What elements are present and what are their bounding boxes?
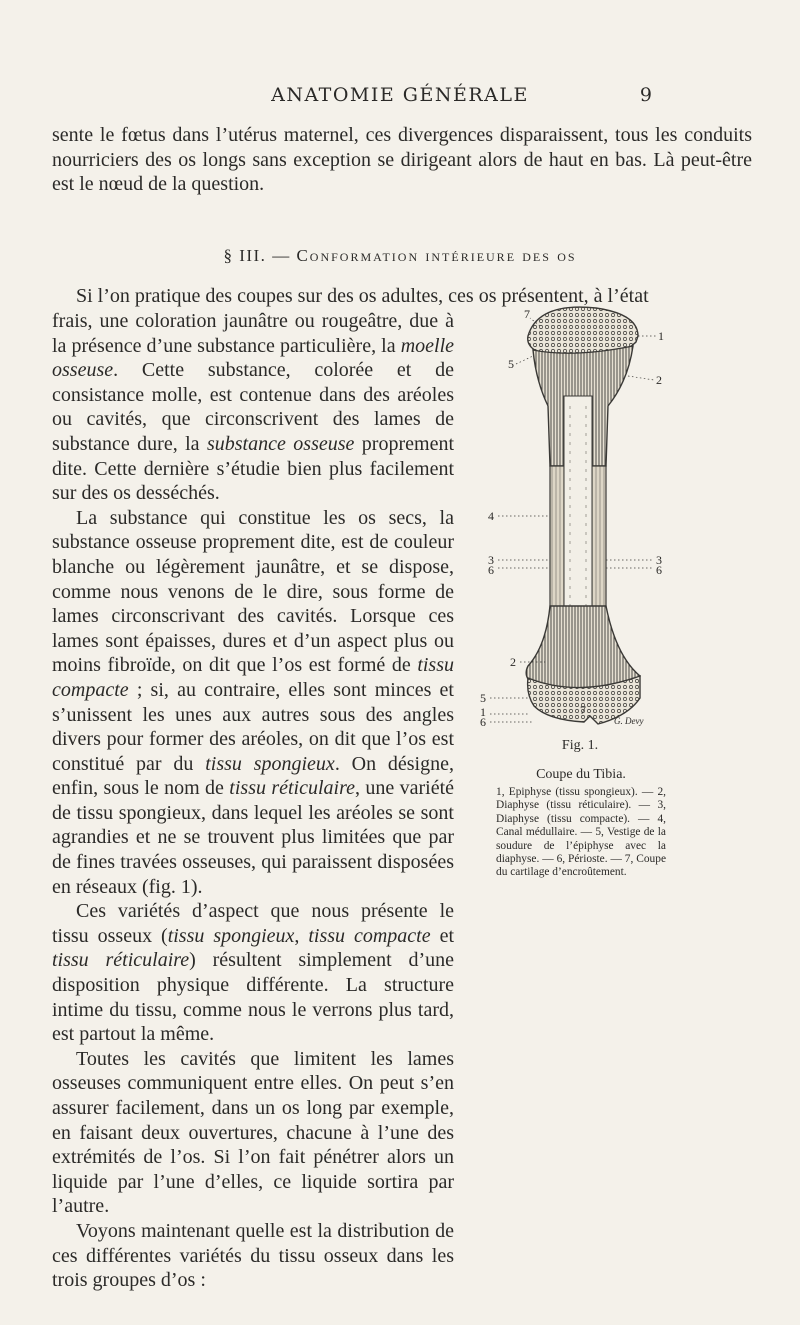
- label-7-low: 7: [580, 703, 586, 717]
- label-5-low: 5: [480, 691, 486, 705]
- label-1-top: 1: [658, 329, 664, 343]
- upper-epiphysis: [528, 307, 638, 354]
- tibia-section-illustration: [478, 306, 678, 728]
- medullary-canal: [564, 396, 592, 636]
- term-moelle-osseuse: moelle osseuse: [52, 334, 454, 382]
- figure-number: Fig. 1.: [561, 738, 599, 753]
- term-tissu-compacte: tissu compacte: [52, 654, 454, 701]
- label-2-top: 2: [656, 373, 662, 387]
- term-tissu-spongieux: tissu spongieux: [205, 752, 335, 775]
- figure-caption: [496, 767, 666, 880]
- paragraph-varietes: Ces variétés d’aspect que nous présente le tissu osseux (tissu spongieux, tissu compacte et tissu réticulaire) résultent simplement d’une disposition physique différente. La structure intime du tissu, comme nous le verrons plus tard, est partout la même.: [52, 900, 455, 1046]
- text-column: [52, 309, 454, 1293]
- section-heading: [0, 246, 800, 266]
- label-3-left: 3: [488, 553, 494, 567]
- diaphysis-wall-right: [592, 466, 606, 626]
- label-7-top: 7: [524, 307, 530, 321]
- term-tissu-reticulaire: tissu réticulaire: [229, 777, 356, 800]
- label-1-low: 1: [480, 705, 486, 719]
- figure-legend: 1, Epiphyse (tissu spongieux). — 2, Diaphyse (tissu réticulaire). — 3, Diaphyse (tissu compacte). — 4, Canal médullaire. — 5, Vestige de la soudure de l’épiphyse avec la diaphyse. — 6, Périoste. — 7, Coupe du cartilage d’encroûtement.: [496, 786, 666, 879]
- label-5-top: 5: [508, 357, 514, 371]
- label-2-low: 2: [510, 655, 516, 669]
- running-title: ANATOMIE GÉNÉRALE: [271, 84, 529, 106]
- label-4: 4: [488, 509, 494, 523]
- tibia-figure: [478, 306, 678, 728]
- label-3-right: 3: [656, 553, 662, 567]
- engraver-signature: G. Devy: [614, 716, 644, 726]
- paragraph-moelle: frais, une coloration jaunâtre ou rougeâtre, due à la présence d’une substance particulière, la moelle osseuse. Cette substance, colorée et de consistance molle, est contenue dans des aréoles ou cavités, que circonscrivent des lames de substance dure, la substance osseuse proprement dite. Cette dernière s’étudie bien plus facilement sur des os desséchés.: [52, 310, 454, 505]
- label-6-low: 6: [480, 715, 486, 728]
- lower-metaphysis: [526, 606, 640, 689]
- term-substance-osseuse: substance osseuse: [206, 432, 355, 455]
- label-6-left: 6: [488, 563, 494, 577]
- section-dash: —: [272, 246, 291, 265]
- paragraph-cavites: Toutes les cavités que limitent les lames osseuses communiquent entre elles. On peut s’en assurer facilement, dans un os long par exemple, en faisant deux ouvertures, chacune à l’une des extrémités de l’os. Si l’on fait pénétrer alors un liquide par l’une d’elles, ce liquide sortira par l’autre.: [52, 1047, 454, 1218]
- page-number: 9: [639, 84, 652, 106]
- label-6-right: 6: [656, 563, 662, 577]
- diaphysis-wall-left: [550, 466, 564, 626]
- section-title: Conformation intérieure des os: [296, 246, 577, 265]
- paragraph-continued: sente le fœtus dans l’utérus maternel, ces divergences disparaissent, tous les conduits nourriciers des os longs sans exception se dirigeant alors de haut en bas. Là peut-être est le nœud de la question.: [52, 124, 752, 196]
- page-header: [0, 84, 800, 114]
- figure-title: Coupe du Tibia.: [536, 767, 626, 782]
- section-number: § III.: [223, 246, 267, 265]
- paragraph-substance: La substance qui constitue les os secs, la substance osseuse proprement dite, est de couleur blanche ou légèrement jaunâtre, et se dispose, comme nous venons de le dire, sous forme de lames circonscrivant des cavités. Lorsque ces lames sont épaisses, dures et d’un aspect plus ou moins fibroïde, on dit que l’os est formé de tissu compacte ; si, au contraire, elles sont minces et s’unissent les unes aux autres sous des angles divers pour former des aréoles, on dit que l’os est constitué par du tissu spongieux. On désigne, enfin, sous le nom de tissu réticulaire, une variété de tissu spongieux, dans lequel les aréoles se sont agrandies et ne se trouvent plus limitées que par de fines travées osseuses, qui paraissent disposées en réseaux (fig. 1).: [52, 506, 454, 898]
- paragraph-distribution: Voyons maintenant quelle est la distribution de ces différentes variétés du tissu osseux dans les trois groupes d’os :: [52, 1219, 454, 1292]
- paragraph-first-line: Si l’on pratique des coupes sur des os adultes, ces os présentent, à l’état: [76, 285, 649, 307]
